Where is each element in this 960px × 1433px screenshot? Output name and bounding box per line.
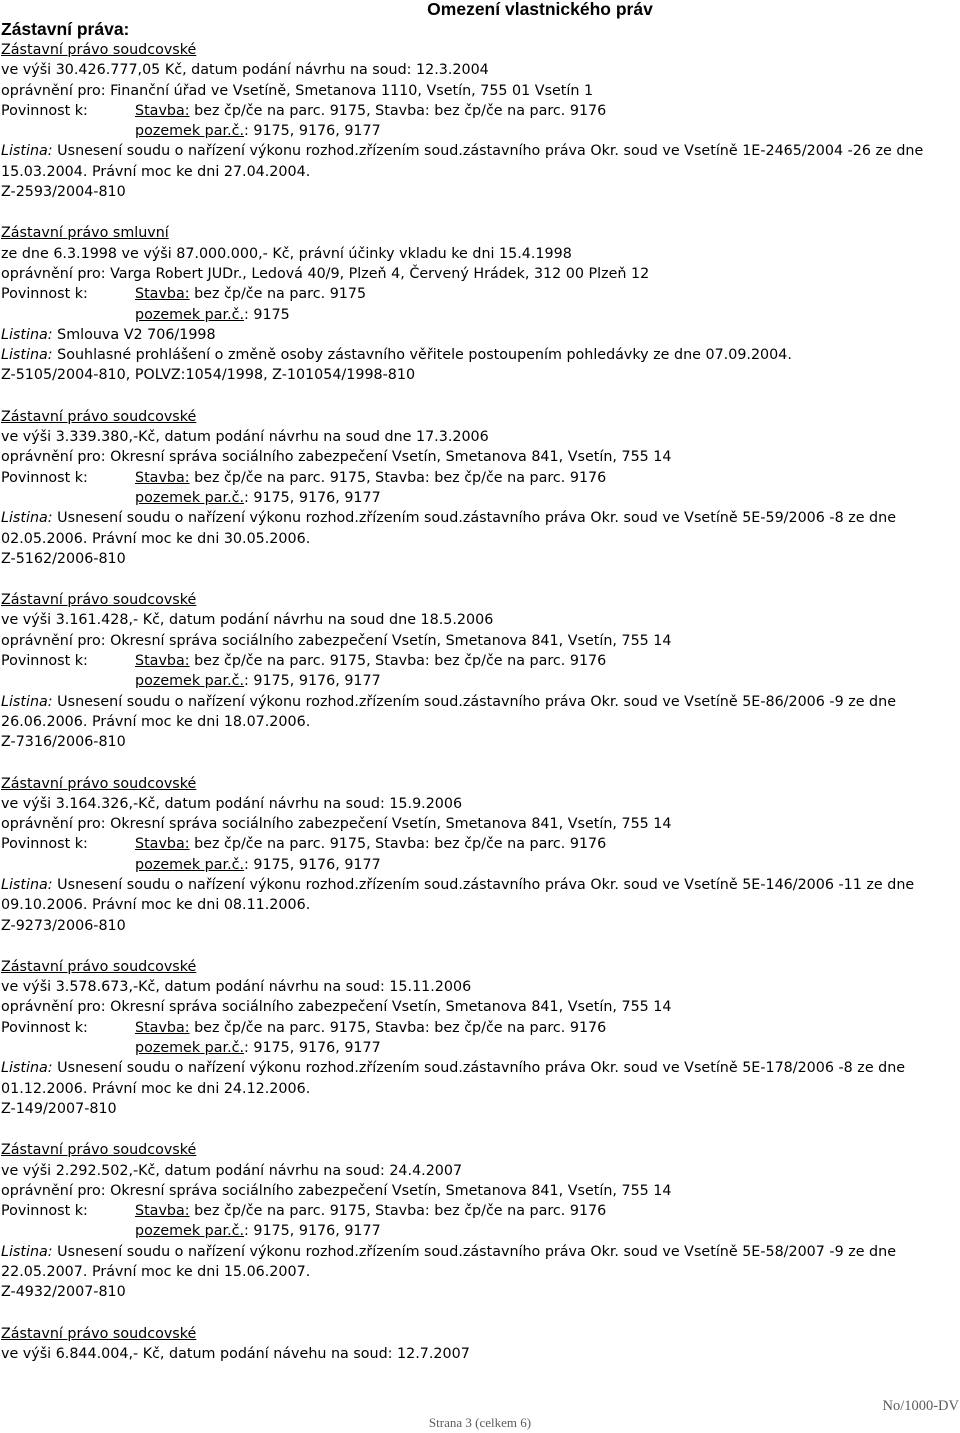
listina-text: Usnesení soudu o nařízení výkonu rozhod.zřízením soud.zástavního práva Okr. soud ve Vsetíně 5E-86/2006 -9 ze dne 26.06.2006. Právní moc ke dni 18.07.2006. <box>1 693 896 730</box>
reference-number: Z-7316/2006-810 <box>1 734 126 751</box>
pozemek-text: : 9175, 9176, 9177 <box>244 673 381 690</box>
lien-entries <box>1 40 959 1385</box>
listina-label: Listina: <box>1 143 53 160</box>
obligation-row <box>1 1018 959 1038</box>
reference-number: Z-5162/2006-810 <box>1 550 126 567</box>
obligation-label: Povinnost k: <box>1 1203 88 1220</box>
lien-amount: ve výši 3.339.380,-Kč, datum podání návrhu na soud dne 17.3.2006 <box>1 429 489 446</box>
lien-type: Zástavní právo soudcovské <box>1 1325 197 1342</box>
listina-text: Souhlasné prohlášení o změně osoby zástavního věřitele postoupením pohledávky ze dne 07.09.2004. <box>52 347 792 364</box>
beneficiary: oprávnění pro: Okresní správa sociálního zabezpečení Vsetín, Smetanova 841, Vsetín, 755 14 <box>1 632 672 649</box>
listina-label: Listina: <box>1 326 53 343</box>
pozemek-text: : 9175, 9176, 9177 <box>244 123 381 140</box>
section-heading: Zástavní práva: <box>1 19 130 39</box>
pozemek-link[interactable]: pozemek par.č. <box>135 856 245 873</box>
land-row <box>1 488 959 508</box>
lien-type: Zástavní právo smluvní <box>1 225 169 242</box>
obligation-row <box>1 468 959 488</box>
lien-entry <box>1 590 959 752</box>
obligation-label: Povinnost k: <box>1 1019 88 1036</box>
listina <box>1 345 959 365</box>
reference-number: Z-5105/2004-810, POLVZ:1054/1998, Z-101054/1998-810 <box>1 367 416 384</box>
pozemek-text: : 9175, 9176, 9177 <box>244 1223 381 1240</box>
land-row <box>1 1221 959 1241</box>
pozemek-link[interactable]: pozemek par.č. <box>135 1040 245 1057</box>
listina-label: Listina: <box>1 510 53 527</box>
reference-number: Z-9273/2006-810 <box>1 917 126 934</box>
beneficiary: oprávnění pro: Okresní správa sociálního zabezpečení Vsetín, Smetanova 841, Vsetín, 755 14 <box>1 816 672 833</box>
stavba-link[interactable]: Stavba: <box>135 1203 190 1220</box>
lien-amount: ve výši 3.161.428,- Kč, datum podání návrhu na soud dne 18.5.2006 <box>1 612 494 629</box>
stavba-link[interactable]: Stavba: <box>135 286 190 303</box>
listina <box>1 1058 959 1099</box>
lien-entry <box>1 407 959 569</box>
stavba-text: bez čp/če na parc. 9175, Stavba: bez čp/če na parc. 9176 <box>189 102 607 119</box>
listina-text: Usnesení soudu o nařízení výkonu rozhod.zřízením soud.zástavního práva Okr. soud ve Vsetíně 5E-58/2007 -9 ze dne 22.05.2007. Právní moc ke dni 15.06.2007. <box>1 1243 896 1281</box>
lien-type: Zástavní právo soudcovské <box>1 408 197 425</box>
pozemek-text: : 9175, 9176, 9177 <box>244 489 381 506</box>
lien-amount: ze dne 6.3.1998 ve výši 87.000.000,- Kč, právní účinky vkladu ke dni 15.4.1998 <box>1 245 572 262</box>
obligation-label: Povinnost k: <box>1 653 88 670</box>
listina <box>1 1242 959 1283</box>
stavba-text: bez čp/če na parc. 9175, Stavba: bez čp/če na parc. 9176 <box>189 836 607 853</box>
listina-text: Smlouva V2 706/1998 <box>52 326 216 343</box>
land-row <box>1 121 959 141</box>
stavba-text: bez čp/če na parc. 9175, Stavba: bez čp/če na parc. 9176 <box>189 1203 607 1220</box>
stavba-text: bez čp/če na parc. 9175, Stavba: bez čp/če na parc. 9176 <box>189 1019 607 1036</box>
obligation-row <box>1 1201 959 1221</box>
obligation-label: Povinnost k: <box>1 836 88 853</box>
land-row <box>1 305 959 325</box>
listina-label: Listina: <box>1 693 53 710</box>
obligation-label: Povinnost k: <box>1 102 88 119</box>
obligation-label: Povinnost k: <box>1 469 88 486</box>
beneficiary: oprávnění pro: Okresní správa sociálního zabezpečení Vsetín, Smetanova 841, Vsetín, 755 14 <box>1 449 672 466</box>
listina-text: Usnesení soudu o nařízení výkonu rozhod.zřízením soud.zástavního práva Okr. soud ve Vsetíně 5E-146/2006 -11 ze dne 09.10.2006. Právní moc ke dni 08.11.2006. <box>1 876 915 914</box>
stavba-link[interactable]: Stavba: <box>135 469 190 486</box>
stavba-link[interactable]: Stavba: <box>135 1019 190 1036</box>
lien-entry <box>1 1324 959 1365</box>
land-row <box>1 671 959 691</box>
listina <box>1 875 959 916</box>
reference-number: Z-2593/2004-810 <box>1 184 126 201</box>
obligation-label: Povinnost k: <box>1 286 88 303</box>
lien-type: Zástavní právo soudcovské <box>1 42 197 58</box>
pozemek-text: : 9175 <box>244 306 290 323</box>
pozemek-link[interactable]: pozemek par.č. <box>135 306 245 323</box>
lien-amount: ve výši 6.844.004,- Kč, datum podání návehu na soud: 12.7.2007 <box>1 1345 470 1362</box>
lien-entry <box>1 223 959 385</box>
pozemek-link[interactable]: pozemek par.č. <box>135 123 245 140</box>
document-code: No/1000-DV <box>882 1398 959 1414</box>
listina <box>1 508 959 549</box>
stavba-text: bez čp/če na parc. 9175 <box>189 286 367 303</box>
stavba-link[interactable]: Stavba: <box>135 836 190 853</box>
stavba-text: bez čp/če na parc. 9175, Stavba: bez čp/če na parc. 9176 <box>189 469 607 486</box>
lien-amount: ve výši 3.578.673,-Kč, datum podání návrhu na soud: 15.11.2006 <box>1 979 472 996</box>
listina-label: Listina: <box>1 347 53 364</box>
pozemek-link[interactable]: pozemek par.č. <box>135 489 245 506</box>
obligation-row <box>1 834 959 854</box>
listina-label: Listina: <box>1 1060 53 1077</box>
lien-type: Zástavní právo soudcovské <box>1 775 197 792</box>
lien-type: Zástavní právo soudcovské <box>1 1142 197 1159</box>
lien-entry <box>1 40 959 202</box>
reference-number: Z-4932/2007-810 <box>1 1284 126 1301</box>
lien-amount: ve výši 30.426.777,05 Kč, datum podání návrhu na soud: 12.3.2004 <box>1 62 489 79</box>
lien-entry <box>1 1140 959 1302</box>
pozemek-text: : 9175, 9176, 9177 <box>244 1040 381 1057</box>
listina <box>1 141 959 182</box>
listina-text: Usnesení soudu o nařízení výkonu rozhod.zřízením soud.zástavního práva Okr. soud ve Vsetíně 5E-178/2006 -8 ze dne 01.12.2006. Právní moc ke dni 24.12.2006. <box>1 1060 906 1097</box>
beneficiary: oprávnění pro: Varga Robert JUDr., Ledová 40/9, Plzeň 4, Červený Hrádek, 312 00 Plzeň 12 <box>1 265 650 282</box>
pozemek-text: : 9175, 9176, 9177 <box>244 856 381 873</box>
land-row <box>1 1038 959 1058</box>
listina <box>1 692 959 733</box>
beneficiary: oprávnění pro: Finanční úřad ve Vsetíně, Smetanova 1110, Vsetín, 755 01 Vsetín 1 <box>1 82 594 99</box>
listina-text: Usnesení soudu o nařízení výkonu rozhod.zřízením soud.zástavního práva Okr. soud ve Vsetíně 1E-2465/2004 -26 ze dne 15.03.2004. Právní moc ke dni 27.04.2004. <box>1 143 924 180</box>
lien-type: Zástavní právo soudcovské <box>1 592 197 609</box>
lien-type: Zástavní právo soudcovské <box>1 958 197 975</box>
lien-entry <box>1 957 959 1119</box>
land-row <box>1 855 959 875</box>
beneficiary: oprávnění pro: Okresní správa sociálního zabezpečení Vsetín, Smetanova 841, Vsetín, 755 14 <box>1 999 672 1016</box>
reference-number: Z-149/2007-810 <box>1 1100 117 1117</box>
obligation-row <box>1 284 959 304</box>
stavba-link[interactable]: Stavba: <box>135 653 190 670</box>
obligation-row <box>1 101 959 121</box>
pozemek-link[interactable]: pozemek par.č. <box>135 673 245 690</box>
stavba-text: bez čp/če na parc. 9175, Stavba: bez čp/če na parc. 9176 <box>189 653 607 670</box>
beneficiary: oprávnění pro: Okresní správa sociálního zabezpečení Vsetín, Smetanova 841, Vsetín, 755 14 <box>1 1182 672 1199</box>
pozemek-link[interactable]: pozemek par.č. <box>135 1223 245 1240</box>
page-title: Omezení vlastnického práv <box>427 0 653 19</box>
listina-text: Usnesení soudu o nařízení výkonu rozhod.zřízením soud.zástavního práva Okr. soud ve Vsetíně 5E-59/2006 -8 ze dne 02.05.2006. Právní moc ke dni 30.05.2006. <box>1 510 896 547</box>
lien-amount: ve výši 2.292.502,-Kč, datum podání návrhu na soud: 24.4.2007 <box>1 1162 463 1179</box>
obligation-row <box>1 651 959 671</box>
page-number: Strana 3 (celkem 6) <box>428 1415 532 1430</box>
lien-entry <box>1 774 959 936</box>
stavba-link[interactable]: Stavba: <box>135 102 190 119</box>
listina-label: Listina: <box>1 876 53 893</box>
listina-label: Listina: <box>1 1243 53 1260</box>
lien-amount: ve výši 3.164.326,-Kč, datum podání návrhu na soud: 15.9.2006 <box>1 795 463 812</box>
listina <box>1 325 959 345</box>
